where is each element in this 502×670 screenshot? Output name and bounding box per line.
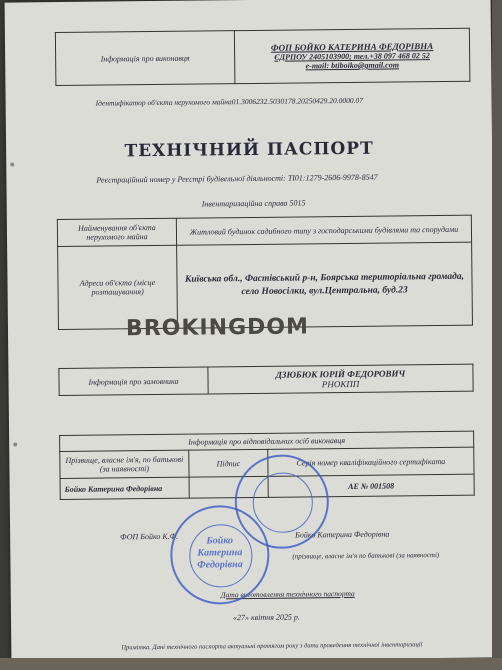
stamp-line-3: Федорівна	[197, 559, 243, 571]
watermark-logo: BROKINGDOM	[125, 314, 310, 342]
object-table	[57, 215, 473, 330]
executor-label: Інформація про виконавця	[55, 31, 235, 86]
signature-right: Бойко Катерина Федорівна	[295, 529, 390, 540]
certificate-value: АЕ № 001508	[268, 474, 474, 497]
object-address-label: Адреса об'єкта (місце розташування)	[58, 245, 178, 329]
customer-table	[58, 364, 473, 396]
binding-hole	[13, 442, 17, 446]
responsible-person: Бойко Катерина Федорівна	[60, 477, 189, 499]
document-title: ТЕХНІЧНИЙ ПАСПОРТ	[124, 138, 374, 162]
executor-email: e-mail: btiboiko@gmail.com	[305, 60, 399, 71]
object-identifier: Ідентифікатор об'єкта нерухомого майна01.3006232.5030178.20250429.20.0000.07	[95, 95, 363, 108]
executor-details	[234, 28, 470, 83]
customer-label: Інформація про замовника	[59, 367, 208, 396]
registry-number: Реєстраційний номер у Реєстрі будівельної діяльності: ТІ01:1279-2606-9978-8547	[96, 172, 378, 185]
background-edge	[0, 658, 502, 670]
stamp-line-2: Катерина	[197, 547, 243, 559]
signature-left: ФОП Бойко К.Ф.	[120, 531, 179, 542]
signature-caption: (прізвище, власне ім'я по батькові (за наявності)	[292, 551, 440, 561]
round-stamp-named	[170, 505, 270, 605]
document-page	[5, 0, 498, 663]
inventory-case: Інвентаризаційна справа 5015	[201, 198, 306, 209]
footnote: Примітка. Дані технічного паспорта актуальні протягом року з дати проведення технічної інвентаризації	[121, 641, 423, 652]
executor-info-table	[55, 28, 471, 86]
signature-label: Підпис	[189, 449, 268, 477]
responsible-name-label: Прізвище, власне ім'я, по батькові (за наявності)	[60, 450, 189, 478]
background-edge	[492, 0, 502, 670]
certificate-label: Серія номер кваліфікаційного сертифіката	[268, 447, 474, 476]
customer-rnokpp: РНОКПП	[321, 378, 360, 390]
date-value: «27» квітня 2025 р.	[232, 612, 300, 623]
executor-edrpou: ЄДРПОУ 2405103900; тел.+38 097 468 02 52	[274, 51, 430, 62]
stamp-line-1: Бойко	[206, 535, 234, 547]
date-label: Дата виготовлення технічного паспорта	[220, 588, 355, 600]
binding-hole	[10, 162, 14, 166]
object-address-value: Київська обл., Фастівський р-н, Боярська територіальна громада, село Новосілки, вул.Центральна, буд.23	[177, 242, 473, 328]
object-name-label: Найменування об'єкта нерухомого майна	[57, 218, 176, 246]
customer-name: ДЗЮБЮК ЮРІЙ ФЕДОРОВИЧ	[275, 368, 406, 380]
executor-name: ФОП БОЙКО КАТЕРИНА ФЕДОРІВНА	[270, 41, 434, 53]
object-name-value: Житловий будинок садибного типу з господарськими будівлями та спорудами	[176, 215, 471, 245]
responsible-header: Інформація про відповідальних осіб виконавця	[60, 431, 474, 451]
customer-details	[208, 364, 473, 394]
